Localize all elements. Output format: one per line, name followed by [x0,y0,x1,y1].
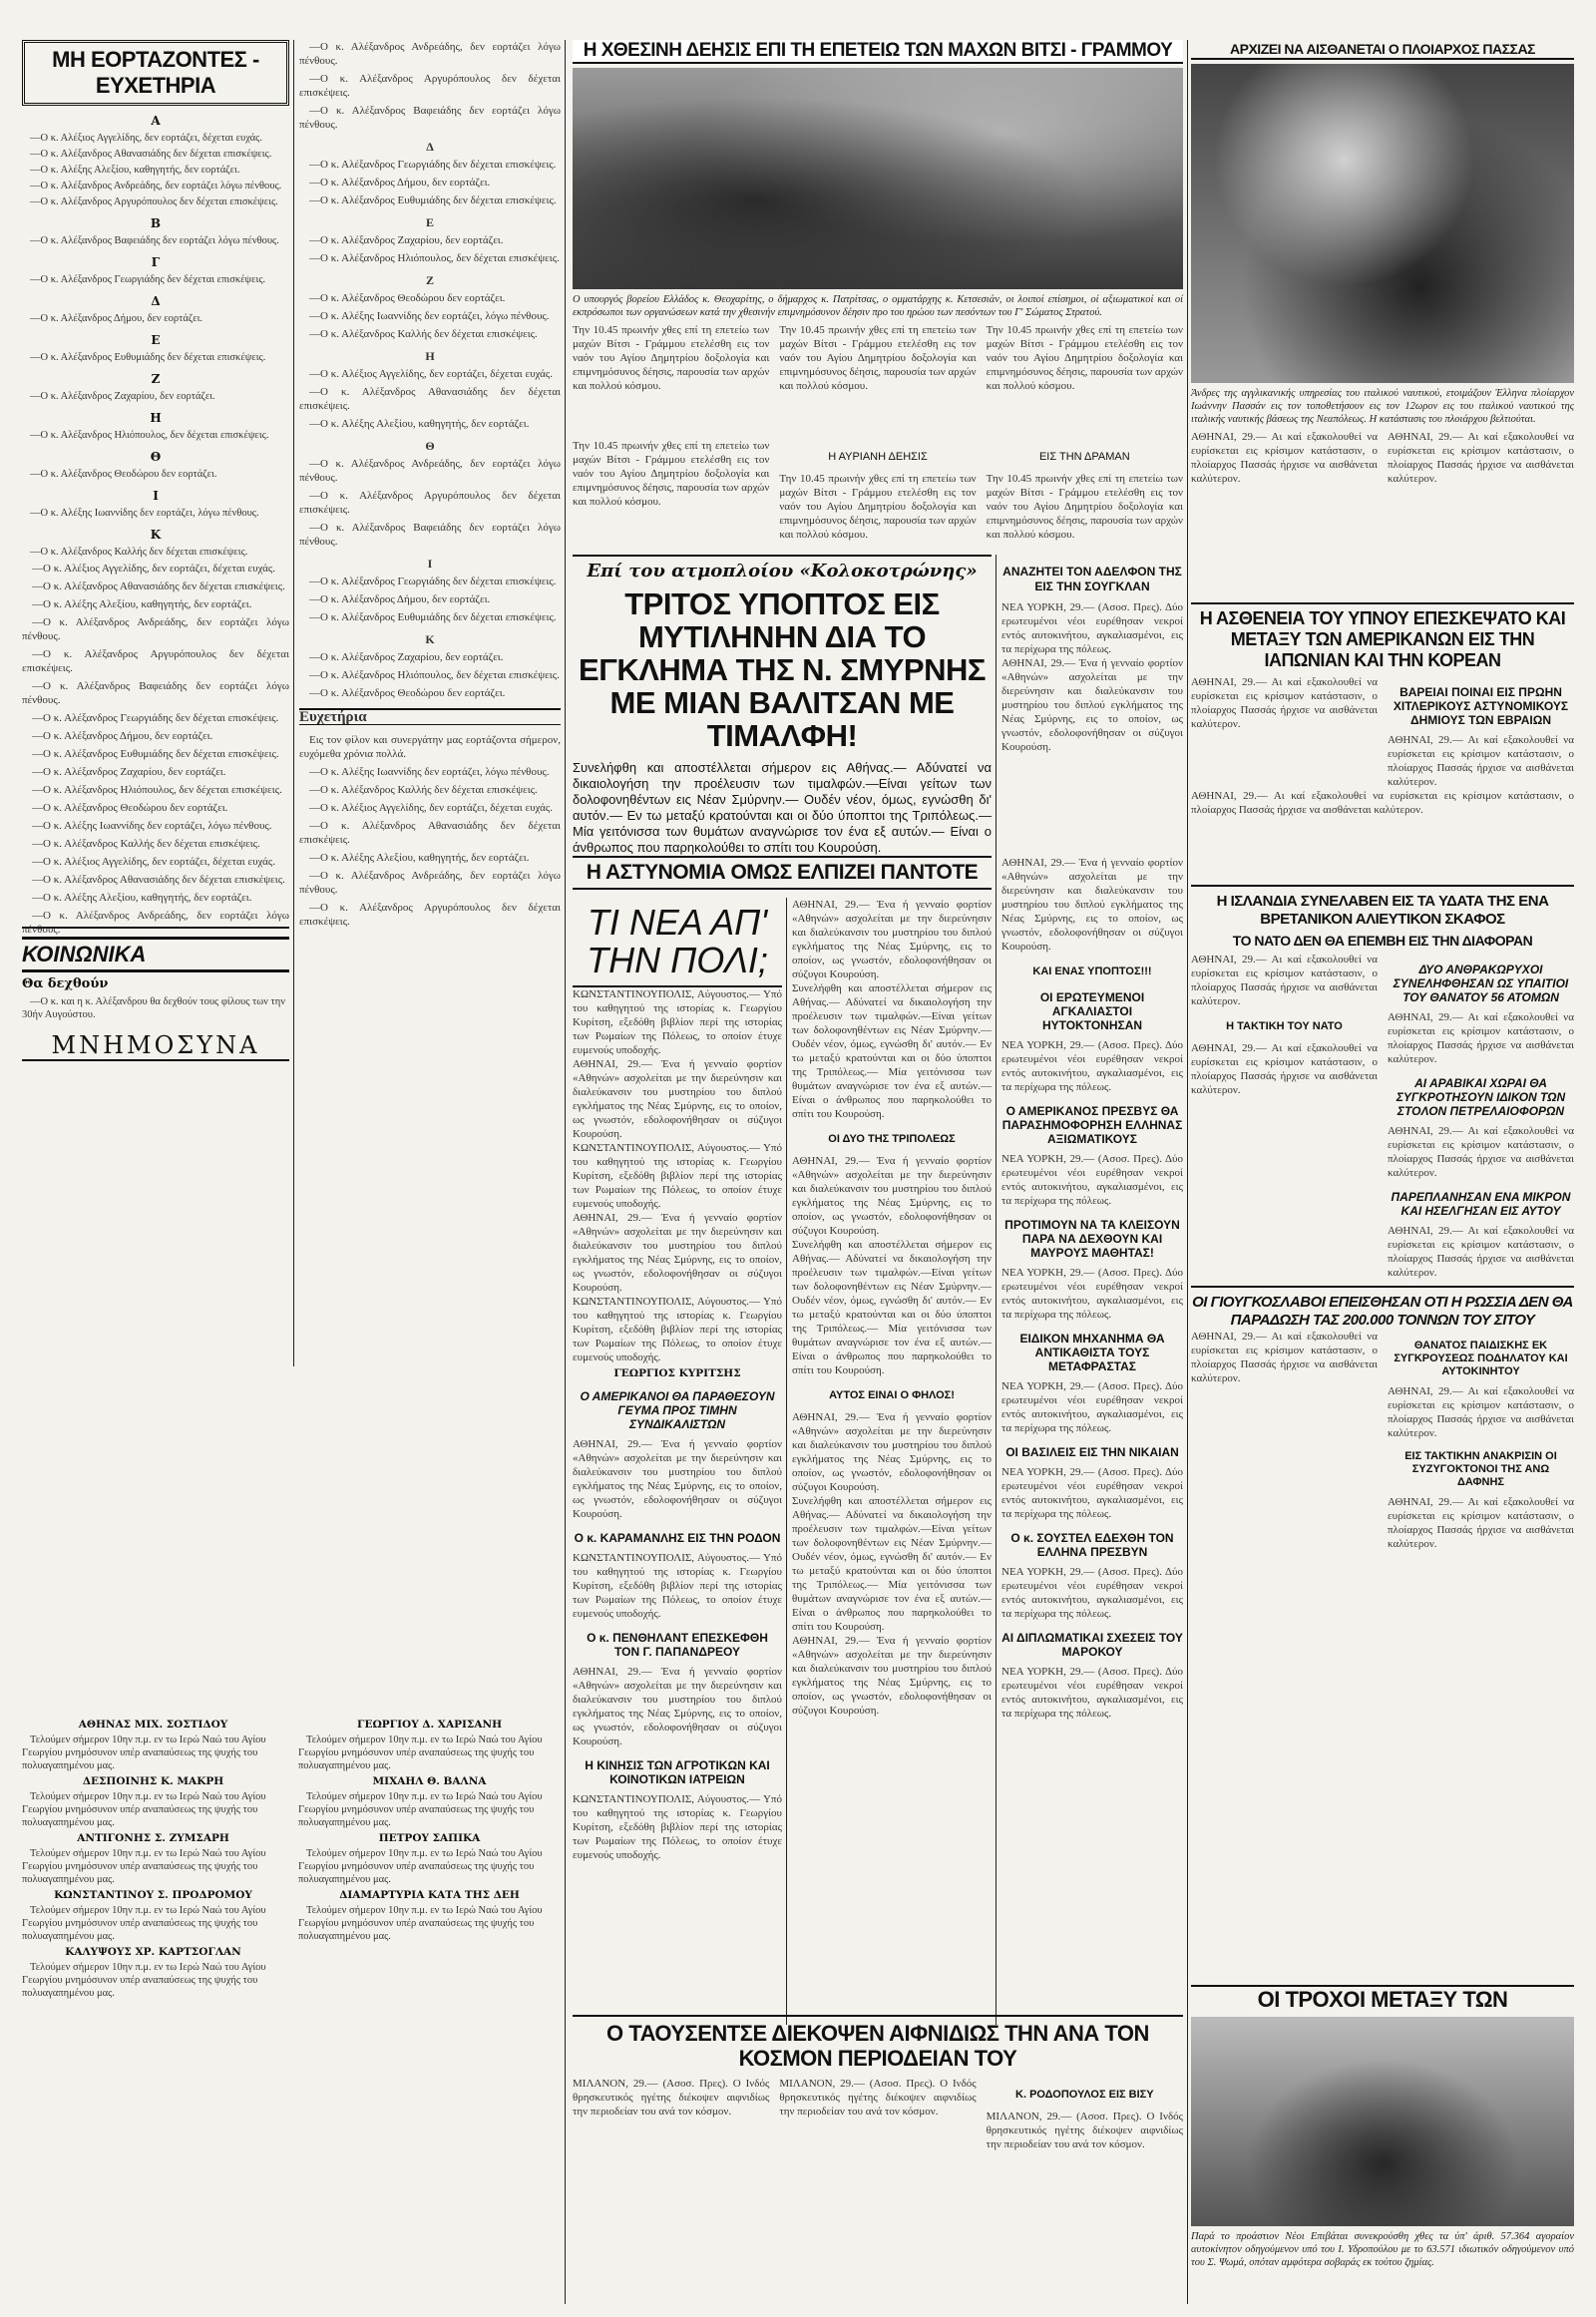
ti-nea-column [573,898,782,2005]
section-heading: ΑΝΑΖΗΤΕΙ ΤΟΝ ΑΔΕΛΦΟΝ ΤΗΣ ΕΙΣ ΤΗΝ ΣΟΥΓΚΛΑΝ [1002,565,1182,593]
photo-caption: Άνδρες της αγγλικανικής υπηρεσίας του ιταλικού ναυτικού, ετοιμάζουν Έλληνα πλοίαρχον Ιωάννην Πασσάν εις τον τοποθετήσουν εις τον 12ωρον εις του ιταλικού ναυτικού της ιταλικής ναυτικής βάσεως της Νεαπόλεως. Η κατάστασις του πλοιάρχου βελτιούται. [1191,388,1574,425]
article-text: ΑΘΗΝΑΙ, 29.— Ένα ή γενναίο φορτίον «Αθηνών» ασχολείται με την διερεύνησιν και διαλεύκανσιν του μυστηρίου του διπλού εγκλήματος της Νέας Σμύρνης, εις το οποίον, ως γνωστόν, εδολοφονήθησαν οι σύζυγοι Κουρούση. [573,1438,782,1520]
article-text: ΝΕΑ ΥΟΡΚΗ, 29.— (Ασοσ. Πρες). Δύο ερωτευμένοι νέοι ευρέθησαν νεκροί εντός αυτοκινήτου, αγκαλιασμένοι, εις τα περίχωρα της πόλεως. [1001,1666,1183,1720]
section-heading: Η ΑΥΡΙΑΝΗ ΔΕΗΣΙΣ [828,451,928,463]
section-heading: ΕΙΣ ΤΗΝ ΔΡΑΜΑΝ [1038,451,1130,463]
section-heading: Κ. ΡΟΔΟΠΟΥΛΟΣ ΕΙΣ ΒΙΣΥ [1015,2089,1154,2101]
photo-caption: Ο υπουργός βορείου Ελλάδος κ. Θεοχαρίτης, ο δήμαρχος κ. Πατρίτσας, ο ομματάρχης κ. Κετσεσιάν, οι λοιποί επίσημοι, οί αξιωματικοί και οί εκπρόσωποι των οργανώσεων κατά την χθεσινήν επιμνημόσυνον δέησιν προ του ηρώου των πεσόντων του Γ' Σώματος Στρατού. [573,294,1183,318]
sub-col [1388,953,1574,1280]
article-text: ΝΕΑ ΥΟΡΚΗ, 29.— (Ασοσ. Πρες). Δύο ερωτευμένοι νέοι ευρέθησαν νεκροί εντός αυτοκινήτου, αγκαλιασμένοι, εις τα περίχωρα της πόλεως. [1001,1566,1183,1620]
letter-b: Β [150,216,162,230]
deceased-name: ΚΑΛΥΨΟΥΣ ΧΡ. ΚΑΡΤΣΟΓΛΑΝ [65,1946,241,1958]
article-text: ΑΘΗΝΑΙ, 29.— Αι καί εξακολουθεί να ευρίσκεται εις κρίσιμον κατάστασιν, ο πλοίαρχος Πασσάς ήρχισε να αισθάνεται καλύτερον. [1388,1385,1574,1439]
photo-caption: Παρά το προάστιον Νέοι Επιβάται συνεκρούσθη χθες τα ύπ' άριθ. 57.364 αγοραίον αυτοκίνητον οδηγούμενον υπό του Ι. Υδροπούλου με το 63.571 ιδιωτικόν οδηγούμενον υπό του Σ. Ψωμά, οπόταν αμφότερα σοβαράς εκ τούτου ζημίας. [1191,2231,1574,2268]
section-title-box [22,40,289,106]
right-photo-title: ΑΡΧΙΖΕΙ ΝΑ ΑΙΣΘΑΝΕΤΑΙ Ο ΠΛΟΙΑΡΧΟΣ ΠΑΣΣΑΣ [1191,40,1574,60]
list-item: Τελούμεν σήμερον 10ην π.μ. εν τω Ιερώ Ναώ του Αγίου Γεωργίου μνημόσυνον υπέρ αναπαύσεως της ψυχής του πολυαγαπημένου μας. [298,1791,543,1828]
section-heading: Η ΚΙΝΗΣΙΣ ΤΩΝ ΑΓΡΟΤΙΚΩΝ ΚΑΙ ΚΟΙΝΟΤΙΚΩΝ ΙΑΤΡΕΙΩΝ [585,1758,770,1786]
article-text: ΝΕΑ ΥΟΡΚΗ, 29.— (Ασοσ. Πρες). Δύο ερωτευμένοι νέοι ευρέθησαν νεκροί εντός αυτοκινήτου, αγκαλιασμένοι, εις τα περίχωρα της πόλεως. [1001,1039,1183,1093]
list-item: —Ο κ. Αλέξανδρος Αργυρόπουλος δεν δέχεται επισκέψεις. [30,196,278,207]
article-text: ΚΩΝΣΤΑΝΤΙΝΟΥΠΟΛΙΣ, Αύγουστος.— Υπό του καθηγητού της ιστορίας κ. Γεωργίου Κυρίτση, εξεδόθη βιβλίον περί της ιστορίας των Ρωμαίων της Πόλεως, το οποίον έτυχε ευμενούς υποδοχής. [573,1552,782,1620]
list-item: —Ο κ. Αλέξανδρος Βαφειάδης δεν εορτάζει λόγω πένθους. [30,235,279,246]
list-item: —Ο κ. Αλέξανδρος Ευθυμιάδης δεν δέχεται επισκέψεις. [30,352,266,363]
mid-right-column [1001,856,1183,2003]
list-item: —Ο κ. Αλέξανδρος Ανδρεάδης, δεν εορτάζει λόγω πένθους. [30,181,282,192]
section-heading: Ο κ. ΚΑΡΑΜΑΝΛΗΣ ΕΙΣ ΤΗΝ ΡΟΔΟΝ [574,1531,781,1545]
letter-g: Γ [151,255,161,269]
sub-col [1388,1330,1574,1551]
letter-d: Δ [151,294,161,308]
list-continued: —Ο κ. Αλέξανδρος Ανδρεάδης, δεν εορτάζει λόγω πένθους. —Ο κ. Αλέξανδρος Αργυρόπουλος δεν δέχεται επισκέψεις. —Ο κ. Αλέξανδρος Βαφειάδης δεν εορτάζει λόγω πένθους. Δ —Ο κ. Αλέξανδρος Γεωργιάδης δεν δέχεται επισκέψεις. —Ο κ. Αλέξανδρος Δήμου, δεν εορτάζει. —Ο κ. Αλέξανδρος Ευθυμιάδης δεν δέχεται επισκέψεις. Ε —Ο κ. Αλέξανδρος Ζαχαρίου, δεν εορτάζει. —Ο κ. Αλέξανδρος Ηλιόπουλος, δεν δέχεται επισκέψεις. Ζ —Ο κ. Αλέξανδρος Θεοδώρου δεν εορτάζει. —Ο κ. Αλέξης Ιωαννίδης δεν εορτάζει, λόγω πένθους. —Ο κ. Αλέξανδρος Καλλής δεν δέχεται επισκέψεις. Η —Ο κ. Αλέξιος Αγγελίδης, δεν εορτάζει, δέχεται ευχάς. —Ο κ. Αλέξανδρος Αθανασιάδης δεν δέχεται επισκέψεις. —Ο κ. Αλέξης Αλεξίου, καθηγητής, δεν εορτάζει. Θ —Ο κ. Αλέξανδρος Ανδρεάδης, δεν εορτάζει λόγω πένθους. —Ο κ. Αλέξανδρος Αργυρόπουλος δεν δέχεται επισκέψεις. —Ο κ. Αλέξανδρος Βαφειάδης δεν εορτάζει λόγω πένθους. Ι —Ο κ. Αλέξανδρος Γεωργιάδης δεν δέχεται επισκέψεις. —Ο κ. Αλέξανδρος Δήμου, δεν εορτάζει. —Ο κ. Αλέξανδρος Ευθυμιάδης δεν δέχεται επισκέψεις. Κ —Ο κ. Αλέξανδρος Ζαχαρίου, δεν εορτάζει. —Ο κ. Αλέξανδρος Ηλιόπουλος, δεν δέχεται επισκέψεις. —Ο κ. Αλέξανδρος Θεοδώρου δεν εορτάζει. Ευχετήρια Εις τον φίλον και συνεργάτην μας εορτάζοντα σήμερον, ευχόμεθα χρόνια πολλά. —Ο κ. Αλέξης Ιωαννίδης δεν εορτάζει, λόγω πένθους. —Ο κ. Αλέξανδρος Καλλής δεν δέχεται επισκέψεις. —Ο κ. Αλέξιος Αγγελίδης, δεν εορτάζει, δέχεται ευχάς. —Ο κ. Αλέξανδρος Αθανασιάδης δεν δέχεται επισκέψεις. —Ο κ. Αλέξης Αλεξίου, καθηγητής, δεν εορτάζει. —Ο κ. Αλέξανδρος Ανδρεάδης, δεν εορτάζει λόγω πένθους. —Ο κ. Αλέξανδρος Αργυρόπουλος δεν δέχεται επισκέψεις. [299,41,561,928]
list-item: —Ο κ. Αλέξανδρος Δήμου, δεν εορτάζει. [30,313,203,324]
sub-col [987,439,1183,549]
section-heading: ΑΥΤΟΣ ΕΙΝΑΙ Ο ΦΗΛΟΣ! [829,1389,955,1401]
article-text: Την 10.45 πρωινήν χθες επί τη επετείω των μαχών Βίτσι - Γράμμου ετελέσθη εις τον ναόν του Αγίου Δημητρίου δοξολογία και επιμνημόσυνος δέησις, παρουσία των αρχών και πολλού κόσμου. [986,324,1183,392]
article-text: ΝΕΑ ΥΟΡΚΗ, 29.— (Ασοσ. Πρες). Δύο ερωτευμένοι νέοι ευρέθησαν νεκροί εντός αυτοκινήτου, αγκαλιασμένοι, εις τα περίχωρα της πόλεως. [1001,1153,1183,1207]
main-story [573,555,992,855]
side-story [1001,555,1183,844]
article-text: ΑΘΗΝΑΙ, 29.— Αι καί εξακολουθεί να ευρίσκεται εις κρίσιμον κατάστασιν, ο πλοίαρχος Πασσάς ήρχισε να αισθάνεται καλύτερον. [1191,431,1378,485]
article-text: Συνελήφθη και αποστέλλεται σήμερον εις Αθήνας.— Αδύνατεί να δικαιολογήση την προέλευσιν των τιμαλφών.—Είναι γείτων των δολοφονηθέντων εις Νέαν Σμύρνην.— Ουδέν νέον, όμως, εγνώσθη δι' αυτόν.— Εν τω μεταξύ κρατούνται και οι δύο ύποπτοι της Τριπόλεως.— Μία γειτόνισσα των θυμάτων αναγνώρισε τον ένα εξ αυτών.— Είναι ο άνθρωπος που παρηκολούθει το σπίτι του Κουρούση. [792,982,992,1120]
article-text: ΑΘΗΝΑΙ, 29.— Αι καί εξακολουθεί να ευρίσκεται εις κρίσιμον κατάστασιν, ο πλοίαρχος Πασσάς ήρχισε να αισθάνεται καλύτερον. [1388,734,1574,788]
article-col [987,323,1183,393]
koinonika-subtitle: Θα δεχθούν [22,976,109,991]
article-text: Την 10.45 πρωινήν χθες επί τη επετείω των μαχών Βίτσι - Γράμμου ετελέσθη εις τον ναόν του Αγίου Δημητρίου δοξολογία και επιμνημόσυνος δέησις, παρουσία των αρχών και πολλού κόσμου. [986,473,1183,541]
deceased-name: ΓΕΩΡΓΙΟΥ Δ. ΧΑΡΙΣΑΝΗ [356,1719,502,1731]
list-item: —Ο κ. Αλέξανδρος Γεωργιάδης δεν δέχεται επισκέψεις. [30,274,266,285]
article-text: Συνελήφθη και αποστέλλεται σήμερον εις Αθήνας.— Αδύνατεί να δικαιολογήση την προέλευσιν των τιμαλφών.—Είναι γείτων των δολοφονηθέντων εις Νέαν Σμύρνην.— Ουδέν νέον, όμως, εγνώσθη δι' αυτόν.— Εν τω μεταξύ κρατούνται και οι δύο ύποπτοι της Τριπόλεως.— Μία γειτόνισσα των θυμάτων αναγνώρισε τον ένα εξ αυτών.— Είναι ο άνθρωπος που παρηκολούθει το σπίτι του Κουρούση. [792,1495,992,1633]
section-heading: Ο κ. ΣΟΥΣΤΕΛ ΕΔΕΧΘΗ ΤΟΝ ΕΛΛΗΝΑ ΠΡΕΣΒΥΝ [1010,1531,1174,1559]
filler-text: —Ο κ. Αλέξιος Αγγελίδης, δεν εορτάζει, δέχεται ευχάς. —Ο κ. Αλέξανδρος Αθανασιάδης δεν δέχεται επισκέψεις. —Ο κ. Αλέξης Αλεξίου, καθηγητής, δεν εορτάζει. —Ο κ. Αλέξανδρος Ανδρεάδης, δεν εορτάζει λόγω πένθους. —Ο κ. Αλέξανδρος Αργυρόπουλος δεν δέχεται επισκέψεις. —Ο κ. Αλέξανδρος Βαφειάδης δεν εορτάζει λόγω πένθους. —Ο κ. Αλέξανδρος Γεωργιάδης δεν δέχεται επισκέψεις. —Ο κ. Αλέξανδρος Δήμου, δεν εορτάζει. —Ο κ. Αλέξανδρος Ευθυμιάδης δεν δέχεται επισκέψεις. —Ο κ. Αλέξανδρος Ζαχαρίου, δεν εορτάζει. —Ο κ. Αλέξανδρος Ηλιόπουλος, δεν δέχεται επισκέψεις. —Ο κ. Αλέξανδρος Θεοδώρου δεν εορτάζει. —Ο κ. Αλέξης Ιωαννίδης δεν εορτάζει, λόγω πένθους. —Ο κ. Αλέξανδρος Καλλής δεν δέχεται επισκέψεις. —Ο κ. Αλέξιος Αγγελίδης, δεν εορτάζει, δέχεται ευχάς. —Ο κ. Αλέξανδρος Αθανασιάδης δεν δέχεται επισκέψεις. —Ο κ. Αλέξης Αλεξίου, καθηγητής, δεν εορτάζει. —Ο κ. Αλέξανδρος Ανδρεάδης, δεν εορτάζει λόγω πένθους. [22,563,289,936]
list-item: Τελούμεν σήμερον 10ην π.μ. εν τω Ιερώ Ναώ του Αγίου Γεωργίου μνημόσυνον υπέρ αναπαύσεως της ψυχής του πολυαγαπημένου μας. [22,1791,266,1828]
section-heading: ΕΙΔΙΚΟΝ ΜΗΧΑΝΗΜΑ ΘΑ ΑΝΤΙΚΑΘΙΣΤΑ ΤΟΥΣ ΜΕΤΑΦΡΑΣΤΑΣ [1019,1332,1165,1373]
list-item: Τελούμεν σήμερον 10ην π.μ. εν τω Ιερώ Ναώ του Αγίου Γεωργίου μνημόσυνον υπέρ αναπαύσεως της ψυχής του πολυαγαπημένου μας. [22,1905,266,1942]
main-story-continued [792,898,992,2005]
deceased-name: ΚΩΝΣΤΑΝΤΙΝΟΥ Σ. ΠΡΟΔΡΟΜΟΥ [54,1889,252,1901]
list-column-2 [299,40,561,1366]
banner [573,856,992,890]
list-item: —Ο κ. Αλέξανδρος Αθανασιάδης δεν δέχεται επισκέψεις. [30,149,272,160]
deceased-name: ΑΝΤΙΓΟΝΗΣ Σ. ΖΥΜΣΑΡΗ [77,1832,229,1844]
article-text: ΑΘΗΝΑΙ, 29.— Ένα ή γενναίο φορτίον «Αθηνών» ασχολείται με την διερεύνησιν και διαλεύκανσιν του μυστηρίου του διπλού εγκλήματος της Νέας Σμύρνης, εις το οποίον, ως γνωστόν, εδολοφονήθησαν οι σύζυγοι Κουρούση. [792,1635,992,1717]
koinonika-text: —Ο κ. και η κ. Αλέξανδρου θα δεχθούν τους φίλους των την 30ήν Αυγούστου. [22,996,286,1020]
list-item: —Ο κ. Αλέξης Ιωαννίδης δεν εορτάζει, λόγω πένθους. [30,508,259,519]
list-item: —Ο κ. Αλέξανδρος Ηλιόπουλος, δεν δέχεται επισκέψεις. [30,430,269,441]
article-text: Την 10.45 πρωινήν χθες επί τη επετείω των μαχών Βίτσι - Γράμμου ετελέσθη εις τον ναόν του Αγίου Δημητρίου δοξολογία και επιμνημόσυνος δέησις, παρουσία των αρχών και πολλού κόσμου. [779,473,977,541]
article-text: ΑΘΗΝΑΙ, 29.— Αι καί εξακολουθεί να ευρίσκεται εις κρίσιμον κατάστασιν, ο πλοίαρχος Πασσάς ήρχισε να αισθάνεται καλύτερον. [1191,676,1378,730]
list-item: Τελούμεν σήμερον 10ην π.μ. εν τω Ιερώ Ναώ του Αγίου Γεωργίου μνημόσυνον υπέρ αναπαύσεως της ψυχής του πολυαγαπημένου μας. [22,1848,266,1885]
right-headline: Η ΑΣΘΕΝΕΙΑ ΤΟΥ ΥΠΝΟΥ ΕΠΕΣΚΕΨΑΤΟ ΚΑΙ ΜΕΤΑΞΥ ΤΩΝ ΑΜΕΡΙΚΑΝΩΝ ΕΙΣ ΤΗΝ ΙΑΠΩΝΙΑΝ ΚΑΙ ΤΗΝ ΚΟΡΕΑΝ [1191,602,1574,671]
kicker: Επί του ατμοπλοίου «Κολοκοτρώνης» [573,555,992,581]
ceremony-photo [573,68,1183,289]
list-item: Τελούμεν σήμερον 10ην π.μ. εν τω Ιερώ Ναώ του Αγίου Γεωργίου μνημόσυνον υπέρ αναπαύσεως της ψυχής του πολυαγαπημένου μας. [298,1848,543,1885]
article-text: ΚΩΝΣΤΑΝΤΙΝΟΥΠΟΛΙΣ, Αύγουστος.— Υπό του καθηγητού της ιστορίας κ. Γεωργίου Κυρίτση, εξεδόθη βιβλίον περί της ιστορίας των Ρωμαίων της Πόλεως, το οποίον έτυχε ευμενούς υποδοχής. [573,988,782,1056]
right-headline: ΟΙ ΓΙΟΥΓΚΟΣΛΑΒΟΙ ΕΠΕΙΣΘΗΣΑΝ ΟΤΙ Η ΡΩΣΣΙΑ ΔΕΝ ΘΑ ΠΑΡΑΔΩΣΗ ΤΑΣ 200.000 ΤΟΝΝΩΝ ΤΟΥ ΣΙΤΟΥ [1191,1286,1574,1330]
list-item: —Ο κ. Αλέξανδρος Καλλής δεν δέχεται επισκέψεις. [30,547,248,558]
letter-h: Η [150,411,162,425]
letter-a: Α [151,114,161,128]
article-text: Την 10.45 πρωινήν χθες επί τη επετείω των μαχών Βίτσι - Γράμμου ετελέσθη εις τον ναόν του Αγίου Δημητρίου δοξολογία και επιμνημόσυνος δέησις, παρουσία των αρχών και πολλού κόσμου. [573,324,770,392]
article-text: Συνελήφθη και αποστέλλεται σήμερον εις Αθήνας.— Αδύνατεί να δικαιολογήση την προέλευσιν των τιμαλφών.—Είναι γείτων των δολοφονηθέντων εις Νέαν Σμύρνην.— Ουδέν νέον, όμως, εγνώσθη δι' αυτόν.— Εν τω μεταξύ κρατούνται και οι δύο ύποπτοι της Τριπόλεως.— Μία γειτόνισσα των θυμάτων αναγνώρισε τον ένα εξ αυτών.— Είναι ο άνθρωπος που παρηκολούθει το σπίτι του Κουρούση. [792,1239,992,1376]
deceased-name: ΠΕΤΡΟΥ ΣΑΠΙΚΑ [378,1832,481,1844]
photo-title: ΟΙ ΤΡΟΧΟΙ ΜΕΤΑΞΥ ΤΩΝ [1191,1985,1574,2013]
mnimosyna-col-2 [298,1716,561,2284]
section-heading: ΔΙΑΜΑΡΤΥΡΙΑ ΚΑΤΑ ΤΗΣ ΔΕΗ [339,1889,520,1901]
article-text: ΑΘΗΝΑΙ, 29.— Αι καί εξακολουθεί να ευρίσκεται εις κρίσιμον κατάστασιν, ο πλοίαρχος Πασσάς ήρχισε να αισθάνεται καλύτερον. [1388,1011,1574,1065]
section-heading: Ο ΑΜΕΡΙΚΑΝΟΙ ΘΑ ΠΑΡΑΘΕΣΟΥΝ ΓΕΥΜΑ ΠΡΟΣ ΤΙΜΗΝ ΣΥΝΔΙΚΑΛΙΣΤΩΝ [580,1389,775,1431]
section-heading: ΘΑΝΑΤΟΣ ΠΑΙΔΙΣΚΗΣ ΕΚ ΣΥΓΚΡΟΥΣΕΩΣ ΠΟΔΗΛΑΤΟΥ ΚΑΙ ΑΥΤΟΚΙΝΗΤΟΥ [1394,1340,1568,1377]
article-text: ΑΘΗΝΑΙ, 29.— Ένα ή γενναίο φορτίον «Αθηνών» ασχολείται με την διερεύνησιν και διαλεύκανσιν του μυστηρίου του διπλού εγκλήματος της Νέας Σμύρνης, εις το οποίον, ως γνωστόν, εδολοφονήθησαν οι σύζυγοι Κουρούση. [1001,657,1183,753]
letter-k: Κ [150,528,162,542]
article-text: ΑΘΗΝΑΙ, 29.— Ένα ή γενναίο φορτίον «Αθηνών» ασχολείται με την διερεύνησιν και διαλεύκανσιν του μυστηρίου του διπλού εγκλήματος της Νέας Σμύρνης, εις το οποίον, ως γνωστόν, εδολοφονήθησαν οι σύζυγοι Κουρούση. [1001,857,1183,953]
deceased-name: ΑΘΗΝΑΣ ΜΙΧ. ΣΟΣΤΙΔΟΥ [78,1719,228,1731]
captain-photo [1191,64,1574,383]
list-item: Τελούμεν σήμερον 10ην π.μ. εν τω Ιερώ Ναώ του Αγίου Γεωργίου μνημόσυνον υπέρ αναπαύσεως της ψυχής του πολυαγαπημένου μας. [298,1735,543,1771]
article-text: ΜΙΛΑΝΟΝ, 29.— (Ασοσ. Πρες). Ο Ινδός θρησκευτικός ηγέτης διέκοψεν αιφνιδίως την περιοδείαν του ανά τον κόσμον. [986,2111,1183,2150]
mnimosyna-title: ΜΝΗΜΟΣΥΝΑ [22,1031,289,1061]
article-text: ΑΘΗΝΑΙ, 29.— Ένα ή γενναίο φορτίον «Αθηνών» ασχολείται με την διερεύνησιν και διαλεύκανσιν του μυστηρίου του διπλού εγκλήματος της Νέας Σμύρνης, εις το οποίον, ως γνωστόν, εδολοφονήθησαν οι σύζυγοι Κουρούση. [573,1058,782,1140]
right-headline: Η ΙΣΛΑΝΔΙΑ ΣΥΝΕΛΑΒΕΝ ΕΙΣ ΤΑ ΥΔΑΤΑ ΤΗΣ ΕΝΑ ΒΡΕΤΑΝΙΚΟΝ ΑΛΙΕΥΤΙΚΟΝ ΣΚΑΦΟΣ [1191,885,1574,929]
article-text: ΑΘΗΝΑΙ, 29.— Αι καί εξακολουθεί να ευρίσκεται εις κρίσιμον κατάστασιν, ο πλοίαρχος Πασσάς ήρχισε να αισθάνεται καλύτερον. [1191,954,1378,1007]
right-headline: ΤΟ ΝΑΤΟ ΔΕΝ ΘΑ ΕΠΕΜΒΗ ΕΙΣ ΤΗΝ ΔΙΑΦΟΡΑΝ [1232,933,1533,949]
article-text: ΑΘΗΝΑΙ, 29.— Αι καί εξακολουθεί να ευρίσκεται εις κρίσιμον κατάστασιν, ο πλοίαρχος Πασσάς ήρχισε να αισθάνεται καλύτερον. [1388,1225,1574,1279]
section-heading: ΚΑΙ ΕΝΑΣ ΥΠΟΠΤΟΣ!!! [1032,965,1152,977]
article-text: ΑΘΗΝΑΙ, 29.— Ένα ή γενναίο φορτίον «Αθηνών» ασχολείται με την διερεύνησιν και διαλεύκανσιν του μυστηρίου του διπλού εγκλήματος της Νέας Σμύρνης, εις το οποίον, ως γνωστόν, εδολοφονήθησαν οι σύζυγοι Κουρούση. [792,1411,992,1493]
section-heading: ΠΡΟΤΙΜΟΥΝ ΝΑ ΤΑ ΚΛΕΙΣΟΥΝ ΠΑΡΑ ΝΑ ΔΕΧΘΟΥΝ ΚΑΙ ΜΑΥΡΟΥΣ ΜΑΘΗΤΑΣ! [1004,1218,1180,1260]
banner-headline: Η ΑΣΤΥΝΟΜΙΑ ΟΜΩΣ ΕΛΠΙΖΕΙ ΠΑΝΤΟΤΕ [573,856,992,890]
article-text: ΑΘΗΝΑΙ, 29.— Αι καί εξακολουθεί να ευρίσκεται εις κρίσιμον κατάστασιν, ο πλοίαρχος Πασσάς ήρχισε να αισθάνεται καλύτερον. [1191,790,1574,816]
list-item: —Ο κ. Αλέξανδρος Θεοδώρου δεν εορτάζει. [30,469,217,480]
koinonika-title: ΚΟΙΝΩΝΙΚΑ [22,937,289,972]
deceased-name: ΔΕΣΠΟΙΝΗΣ Κ. ΜΑΚΡΗ [82,1775,224,1787]
deck: Συνελήφθη και αποστέλλεται σήμερον εις Αθήνας.— Αδύνατεί να δικαιολογήση την προέλευσιν των τιμαλφών.—Είναι γείτων των δολοφονηθέντων εις Νέαν Σμύρνην.— Ουδέν νέον, όμως, εγνώσθη δι' αυτόν.— Εν τω μεταξύ κρατούνται και οι δύο ύποπτοι της Τριπόλεως.— Μία γειτόνισσα των θυμάτων αναγνώρισε τον ένα εξ αυτών.— Είναι ο άνθρωπος που παρηκολούθει το σπίτι του Κουρούση. [573,760,992,855]
left-column [22,40,289,1067]
accident-photo [1191,2017,1574,2226]
mnimosyna-block [22,1716,561,2284]
section-heading: ΟΙ ΒΑΣΙΛΕΙΣ ΕΙΣ ΤΗΝ ΝΙΚΑΙΑΝ [1005,1445,1179,1459]
center-subs [573,439,1183,549]
letter-i: Ι [153,489,159,503]
article-text: ΝΕΑ ΥΟΡΚΗ, 29.— (Ασοσ. Πρες). Δύο ερωτευμένοι νέοι ευρέθησαν νεκροί εντός αυτοκινήτου, αγκαλιασμένοι, εις τα περίχωρα της πόλεως. [1001,1466,1183,1520]
article-text: Την 10.45 πρωινήν χθες επί τη επετείω των μαχών Βίτσι - Γράμμου ετελέσθη εις τον ναόν του Αγίου Δημητρίου δοξολογία και επιμνημόσυνος δέησις, παρουσία των αρχών και πολλού κόσμου. [779,324,977,392]
article-text: Την 10.45 πρωινήν χθες επί τη επετείω των μαχών Βίτσι - Γράμμου ετελέσθη εις τον ναόν του Αγίου Δημητρίου δοξολογία και επιμνημόσυνος δέησις, παρουσία των αρχών και πολλού κόσμου. [573,440,770,508]
sub-col [1388,675,1574,789]
photo-title: Η ΧΘΕΣΙΝΗ ΔΕΗΣΙΣ ΕΠΙ ΤΗ ΕΠΕΤΕΙΩ ΤΩΝ ΜΑΧΩΝ ΒΙΤΣΙ - ΓΡΑΜΜΟΥ [573,40,1183,64]
list-item: —Ο κ. Αλέξιος Αγγελίδης, δεν εορτάζει, δέχεται ευχάς. [30,133,262,144]
ti-nea-title: ΤΙ ΝΕΑ ΑΠ' ΤΗΝ ΠΟΛΙ; [573,898,782,987]
article-text: ΚΩΝΣΤΑΝΤΙΝΟΥΠΟΛΙΣ, Αύγουστος.— Υπό του καθηγητού της ιστορίας κ. Γεωργίου Κυρίτση, εξεδόθη βιβλίον περί της ιστορίας των Ρωμαίων της Πόλεως, το οποίον έτυχε ευμενούς υποδοχής. [573,1793,782,1861]
letter-e: Ε [151,333,161,347]
article-text: ΑΘΗΝΑΙ, 29.— Ένα ή γενναίο φορτίον «Αθηνών» ασχολείται με την διερεύνησιν και διαλεύκανσιν του μυστηρίου του διπλού εγκλήματος της Νέας Σμύρνης, εις το οποίον, ως γνωστόν, εδολοφονήθησαν οι σύζυγοι Κουρούση. [792,1155,992,1237]
accident-story [1191,1985,1574,2304]
sub-col [779,439,976,549]
sub-col [1191,953,1378,1280]
mnimosyna-col-1 [22,1716,284,2284]
deceased-name: ΜΙΧΑΗΛ Θ. ΒΑΛΝΑ [372,1775,487,1787]
section-heading: ΟΙ ΔΥΟ ΤΗΣ ΤΡΙΠΟΛΕΩΣ [828,1133,956,1145]
article-text: ΑΘΗΝΑΙ, 29.— Ένα ή γενναίο φορτίον «Αθηνών» ασχολείται με την διερεύνησιν και διαλεύκανσιν του μυστηρίου του διπλού εγκλήματος της Νέας Σμύρνης, εις το οποίον, ως γνωστόν, εδολοφονήθησαν οι σύζυγοι Κουρούση. [792,899,992,980]
section-heading: ΠΑΡΕΠΛΑΝΗΣΑΝ ΕΝΑ ΜΙΚΡΟΝ ΚΑΙ ΗΣΕΛΓΗΣΑΝ ΕΙΣ ΑΥΤΟΥ [1391,1190,1571,1218]
main-headline: ΤΡΙΤΟΣ ΥΠΟΠΤΟΣ ΕΙΣ ΜΥΤΙΛΗΝΗΝ ΔΙΑ ΤΟ ΕΓΚΛΗΜΑ ΤΗΣ Ν. ΣΜΥΡΝΗΣ ΜΕ ΜΙΑΝ ΒΑΛΙΤΣΑΝ ΜΕ ΤΙΜΑΛΦΗ! [579,586,986,753]
article-text: ΚΩΝΣΤΑΝΤΙΝΟΥΠΟΛΙΣ, Αύγουστος.— Υπό του καθηγητού της ιστορίας κ. Γεωργίου Κυρίτση, εξεδόθη βιβλίον περί της ιστορίας των Ρωμαίων της Πόλεως, το οποίον έτυχε ευμενούς υποδοχής. [573,1142,782,1210]
article-text: ΜΙΛΑΝΟΝ, 29.— (Ασοσ. Πρες). Ο Ινδός θρησκευτικός ηγέτης διέκοψεν αιφνιδίως την περιοδείαν του ανά τον κόσμον. [779,2078,977,2118]
article-text: ΑΘΗΝΑΙ, 29.— Αι καί εξακολουθεί να ευρίσκεται εις κρίσιμον κατάστασιν, ο πλοίαρχος Πασσάς ήρχισε να αισθάνεται καλύτερον. [1191,1331,1378,1384]
section-heading: ΔΥΟ ΑΝΘΡΑΚΩΡΥΧΟΙ ΣΥΝΕΛΗΦΘΗΣΑΝ ΩΣ ΥΠΑΙΤΙΟΙ ΤΟΥ ΘΑΝΑΤΟΥ 56 ΑΤΟΜΩΝ [1393,963,1569,1004]
list-item: —Ο κ. Αλέξανδρος Ζαχαρίου, δεν εορτάζει. [30,391,215,402]
section-heading: Ο κ. ΠΕΝΘΗΛΑΝΤ ΕΠΕΣΚΕΦΘΗ ΤΟΝ Γ. ΠΑΠΑΝΔΡΕΟΥ [587,1631,768,1659]
list-item: —Ο κ. Αλέξης Αλεξίου, καθηγητής, δεν εορτάζει. [30,165,240,176]
sub-col [987,2077,1183,2151]
article-text: ΝΕΑ ΥΟΡΚΗ, 29.— (Ασοσ. Πρες). Δύο ερωτευμένοι νέοι ευρέθησαν νεκροί εντός αυτοκινήτου, αγκαλιασμένοι, εις τα περίχωρα της πόλεως. [1001,601,1183,655]
letter-th: Θ [150,450,162,464]
article-text: ΑΘΗΝΑΙ, 29.— Ένα ή γενναίο φορτίον «Αθηνών» ασχολείται με την διερεύνησιν και διαλεύκανσιν του μυστηρίου του διπλού εγκλήματος της Νέας Σμύρνης, εις το οποίον, ως γνωστόν, εδολοφονήθησαν οι σύζυγοι Κουρούση. [573,1212,782,1294]
list-item: Τελούμεν σήμερον 10ην π.μ. εν τω Ιερώ Ναώ του Αγίου Γεωργίου μνημόσυνον υπέρ αναπαύσεως της ψυχής του πολυαγαπημένου μας. [298,1905,543,1942]
article-text: ΚΩΝΣΤΑΝΤΙΝΟΥΠΟΛΙΣ, Αύγουστος.— Υπό του καθηγητού της ιστορίας κ. Γεωργίου Κυρίτση, εξεδόθη βιβλίον περί της ιστορίας των Ρωμαίων της Πόλεως, το οποίον έτυχε ευμενούς υποδοχής. [573,1296,782,1363]
section-heading: ΑΙ ΑΡΑΒΙΚΑΙ ΧΩΡΑΙ ΘΑ ΣΥΓΚΡΟΤΗΣΟΥΝ ΙΔΙΚΟΝ ΤΩΝ ΣΤΟΛΟΝ ΠΕΤΡΕΛΑΙΟΦΟΡΩΝ [1396,1076,1566,1118]
section-heading: Η ΤΑΚΤΙΚΗ ΤΟΥ ΝΑΤΟ [1226,1020,1343,1032]
article-text: ΑΘΗΝΑΙ, 29.— Αι καί εξακολουθεί να ευρίσκεται εις κρίσιμον κατάστασιν, ο πλοίαρχος Πασσάς ήρχισε να αισθάνεται καλύτερον. [1388,431,1574,485]
article-text: ΑΘΗΝΑΙ, 29.— Ένα ή γενναίο φορτίον «Αθηνών» ασχολείται με την διερεύνησιν και διαλεύκανσιν του μυστηρίου του διπλού εγκλήματος της Νέας Σμύρνης, εις το οποίον, ως γνωστόν, εδολοφονήθησαν οι σύζυγοι Κουρούση. [573,1666,782,1747]
section-heading: ΕΙΣ ΤΑΚΤΙΚΗΝ ΑΝΑΚΡΙΣΙΝ ΟΙ ΣΥΖΥΓΟΚΤΟΝΟΙ ΤΗΣ ΑΝΩ ΔΑΦΝΗΣ [1404,1450,1557,1488]
article-text: ΑΘΗΝΑΙ, 29.— Αι καί εξακολουθεί να ευρίσκεται εις κρίσιμον κατάστασιν, ο πλοίαρχος Πασσάς ήρχισε να αισθάνεται καλύτερον. [1191,1042,1378,1096]
section-title: ΜΗ ΕΟΡΤΑΖΟΝΤΕΣ - ΕΥΧΕΤΗΡΙΑ [52,47,259,98]
letter-z: Ζ [151,372,161,386]
article-text: ΜΙΛΑΝΟΝ, 29.— (Ασοσ. Πρες). Ο Ινδός θρησκευτικός ηγέτης διέκοψεν αιφνιδίως την περιοδείαν του ανά τον κόσμον. [573,2078,770,2118]
section-heading: ΑΙ ΔΙΠΛΩΜΑΤΙΚΑΙ ΣΧΕΣΕΙΣ ΤΟΥ ΜΑΡΟΚΟΥ [1001,1631,1183,1659]
center-top [573,40,1183,431]
article-text: ΝΕΑ ΥΟΡΚΗ, 29.— (Ασοσ. Πρες). Δύο ερωτευμένοι νέοι ευρέθησαν νεκροί εντός αυτοκινήτου, αγκαλιασμένοι, εις τα περίχωρα της πόλεως. [1001,1267,1183,1321]
article-text: ΝΕΑ ΥΟΡΚΗ, 29.— (Ασοσ. Πρες). Δύο ερωτευμένοι νέοι ευρέθησαν νεκροί εντός αυτοκινήτου, αγκαλιασμένοι, εις τα περίχωρα της πόλεως. [1001,1380,1183,1434]
wishes-title: Ευχετήρια [299,708,561,725]
bottom-headline: Ο ΤΑΟΥΣΕΝΤΣΕ ΔΙΕΚΟΨΕΝ ΑΙΦΝΙΔΙΩΣ ΤΗΝ ΑΝΑ ΤΟΝ ΚΟΣΜΟΝ ΠΕΡΙΟΔΕΙΑΝ ΤΟΥ [573,2015,1183,2071]
list-item: Τελούμεν σήμερον 10ην π.μ. εν τω Ιερώ Ναώ του Αγίου Γεωργίου μνημόσυνον υπέρ αναπαύσεως της ψυχής του πολυαγαπημένου μας. [22,1962,266,1999]
section-heading: ΒΑΡΕΙΑΙ ΠΟΙΝΑΙ ΕΙΣ ΠΡΩΗΝ ΧΙΤΛΕΡΙΚΟΥΣ ΑΣΤΥΝΟΜΙΚΟΥΣ ΔΗΜΙΟΥΣ ΤΩΝ ΕΒΡΑΙΩΝ [1393,685,1569,727]
section-heading: Ο ΑΜΕΡΙΚΑΝΟΣ ΠΡΕΣΒΥΣ ΘΑ ΠΑΡΑΣΗΜΟΦΟΡΗΣΗ ΕΛΛΗΝΑΣ ΑΞΙΩΜΑΤΙΚΟΥΣ [1001,1104,1183,1146]
article-text: ΑΘΗΝΑΙ, 29.— Αι καί εξακολουθεί να ευρίσκεται εις κρίσιμον κατάστασιν, ο πλοίαρχος Πασσάς ήρχισε να αισθάνεται καλύτερον. [1388,1496,1574,1550]
article-text: ΑΘΗΝΑΙ, 29.— Αι καί εξακολουθεί να ευρίσκεται εις κρίσιμον κατάστασιν, ο πλοίαρχος Πασσάς ήρχισε να αισθάνεται καλύτερον. [1388,1125,1574,1179]
sub-col [573,439,769,549]
section-heading: ΟΙ ΕΡΩΤΕΥΜΕΝΟΙ ΑΓΚΑΛΙΑΣΤΟΙ ΗΥΤΟΚΤΟΝΗΣΑΝ [1039,990,1145,1032]
list-item: Τελούμεν σήμερον 10ην π.μ. εν τω Ιερώ Ναώ του Αγίου Γεωργίου μνημόσυνον υπέρ αναπαύσεως της ψυχής του πολυαγαπημένου μας. [22,1735,266,1771]
bottom-story [573,2015,1183,2294]
right-top [1191,40,1574,598]
byline: ΓΕΩΡΓΙΟΣ ΚΥΡΙΤΣΗΣ [613,1367,741,1379]
